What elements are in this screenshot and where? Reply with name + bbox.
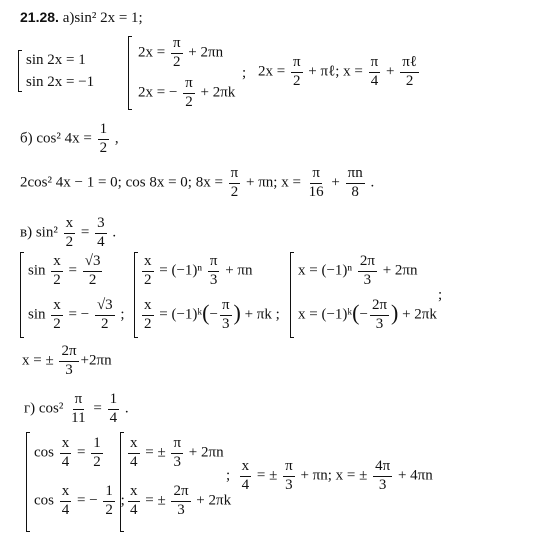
fraction: $\frac{\pi}{3}$ bbox=[209, 253, 218, 288]
fraction: $\frac{1}{2}$ bbox=[99, 121, 108, 156]
v-semicolon: ; bbox=[438, 287, 443, 303]
system-bracket-v1 bbox=[20, 252, 21, 338]
fraction: $\frac{\pi}{4}$ bbox=[370, 54, 379, 89]
fraction: $\frac{\pi}{2}$ bbox=[230, 165, 239, 200]
system-bracket-g2 bbox=[120, 432, 121, 532]
v-answer: x = ± $\frac{2\pi}{3}$ +2πn bbox=[22, 343, 112, 378]
fraction: $\frac{\pi}{3}$ bbox=[173, 435, 182, 470]
fraction: $\frac{x}{4}$ bbox=[130, 483, 138, 518]
fraction: $\frac{\pi}{16}$ bbox=[308, 165, 324, 200]
fraction: $\frac{√3}{2}$ bbox=[96, 297, 113, 332]
fraction: $\frac{2\pi}{3}$ bbox=[61, 343, 77, 378]
problem-a-line bbox=[20, 10, 143, 26]
fraction: $\frac{x}{4}$ bbox=[61, 483, 70, 518]
fraction: $\frac{1}{2}$ bbox=[93, 435, 101, 470]
fraction: $\frac{\pi}{2}$ bbox=[172, 35, 181, 70]
fraction: $\frac{1}{2}$ bbox=[105, 483, 113, 518]
fraction: $\frac{x}{2}$ bbox=[65, 215, 74, 250]
fraction: $\frac{x}{2}$ bbox=[53, 297, 61, 332]
part-v-line1: в) sin² $\frac{x}{2}$ = $\frac{3}{4}$ . bbox=[20, 215, 117, 250]
fraction: $\frac{3}{4}$ bbox=[97, 215, 105, 250]
part-g-line1: г) cos² $\frac{\pi}{11}$ = $\frac{1}{4}$ . bbox=[24, 391, 129, 426]
system-bracket-v2 bbox=[134, 252, 135, 338]
a-system2-line2: 2x = − $\frac{\pi}{2}$ + 2πk bbox=[138, 75, 236, 110]
v-sysB-line1: $\frac{x}{2}$ = (−1)ⁿ $\frac{\pi}{3}$ + πn bbox=[144, 253, 253, 288]
system-bracket-v3 bbox=[290, 252, 291, 338]
fraction: $\frac{2\pi}{3}$ bbox=[371, 297, 388, 332]
part-b-line1: б) cos² 4x = $\frac{1}{2}$ , bbox=[20, 121, 119, 156]
fraction: $\frac{x}{2}$ bbox=[53, 253, 61, 288]
fraction: $\frac{x}{4}$ bbox=[241, 458, 250, 493]
v-sysA-line2: sin $\frac{x}{2}$ = − $\frac{√3}{2}$ ; bbox=[28, 297, 125, 332]
fraction: $\frac{\pi}{2}$ bbox=[292, 54, 301, 89]
v-sysA-line1: sin $\frac{x}{2}$ = $\frac{√3}{2}$ bbox=[28, 253, 101, 288]
fraction: $\frac{1}{4}$ bbox=[109, 391, 118, 426]
a-system2-line1: 2x = $\frac{\pi}{2}$ + 2πn bbox=[138, 35, 224, 70]
fraction: $\frac{√3}{2}$ bbox=[84, 253, 101, 288]
fraction: $\frac{\pi}{2}$ bbox=[185, 75, 193, 110]
g-sysA-line1: cos $\frac{x}{4}$ = $\frac{1}{2}$ bbox=[34, 435, 101, 470]
fraction: $\frac{\pi}{3}$ bbox=[221, 297, 230, 332]
v-sysC-line2: x = (−1)ᵏ(− $\frac{2\pi}{3}$ ) + 2πk bbox=[298, 297, 437, 332]
problem-number: 21.28. bbox=[20, 9, 59, 25]
g-sysB-line1: $\frac{x}{4}$ = ± $\frac{\pi}{3}$ + 2πn bbox=[130, 435, 224, 470]
a-result: 2x = $\frac{\pi}{2}$ + πℓ; x = $\frac{\pi}{4}$ + $\frac{\text{πℓ}}{2}$ bbox=[258, 54, 417, 89]
v-sysC-line1: x = (−1)ⁿ $\frac{2\pi}{3}$ + 2πn bbox=[298, 253, 418, 288]
fraction: $\frac{x}{4}$ bbox=[61, 435, 70, 470]
a-system1-line1: sin 2x = 1 bbox=[26, 52, 86, 68]
fraction: $\frac{4\pi}{3}$ bbox=[375, 458, 391, 493]
part-b-line2: 2cos² 4x − 1 = 0; cos 8x = 0; 8x = $\frac{\pi}{2}$ + πn; x = $\frac{\pi}{16}$ + $\frac{\pi n}{8}$ . bbox=[20, 165, 375, 200]
system-bracket-a2 bbox=[128, 36, 129, 110]
fraction: $\frac{\pi n}{8}$ bbox=[347, 165, 363, 200]
fraction: $\frac{x}{4}$ bbox=[130, 435, 138, 470]
system-bracket-g1 bbox=[26, 432, 27, 532]
fraction: $\frac{x}{2}$ bbox=[144, 253, 152, 288]
fraction: $\frac{\text{πℓ}}{2}$ bbox=[402, 54, 417, 89]
a-semicolon: ; bbox=[242, 65, 247, 81]
fraction: $\frac{2\pi}{3}$ bbox=[173, 483, 189, 518]
fraction: $\frac{x}{2}$ bbox=[144, 297, 152, 332]
a-system1-line2: sin 2x = −1 bbox=[26, 74, 95, 90]
g-sysA-line2: cos $\frac{x}{4}$ = − $\frac{1}{2}$ ; bbox=[34, 483, 125, 518]
fraction: $\frac{\pi}{3}$ bbox=[285, 458, 293, 493]
part-a-equation: a)sin² 2x = 1; bbox=[62, 10, 143, 26]
system-bracket-a1 bbox=[18, 50, 19, 92]
fraction: $\frac{2\pi}{3}$ bbox=[359, 253, 375, 288]
fraction: $\frac{\pi}{11}$ bbox=[71, 391, 86, 426]
g-sysB-line2: $\frac{x}{4}$ = ± $\frac{2\pi}{3}$ + 2πk bbox=[130, 483, 232, 518]
g-result: ; $\frac{x}{4}$ = ± $\frac{\pi}{3}$ + πn; x = ± $\frac{4\pi}{3}$ + 4πn bbox=[226, 458, 433, 493]
v-sysB-line2: $\frac{x}{2}$ = (−1)ᵏ(− $\frac{\pi}{3}$ ) + πk ; bbox=[144, 297, 280, 332]
